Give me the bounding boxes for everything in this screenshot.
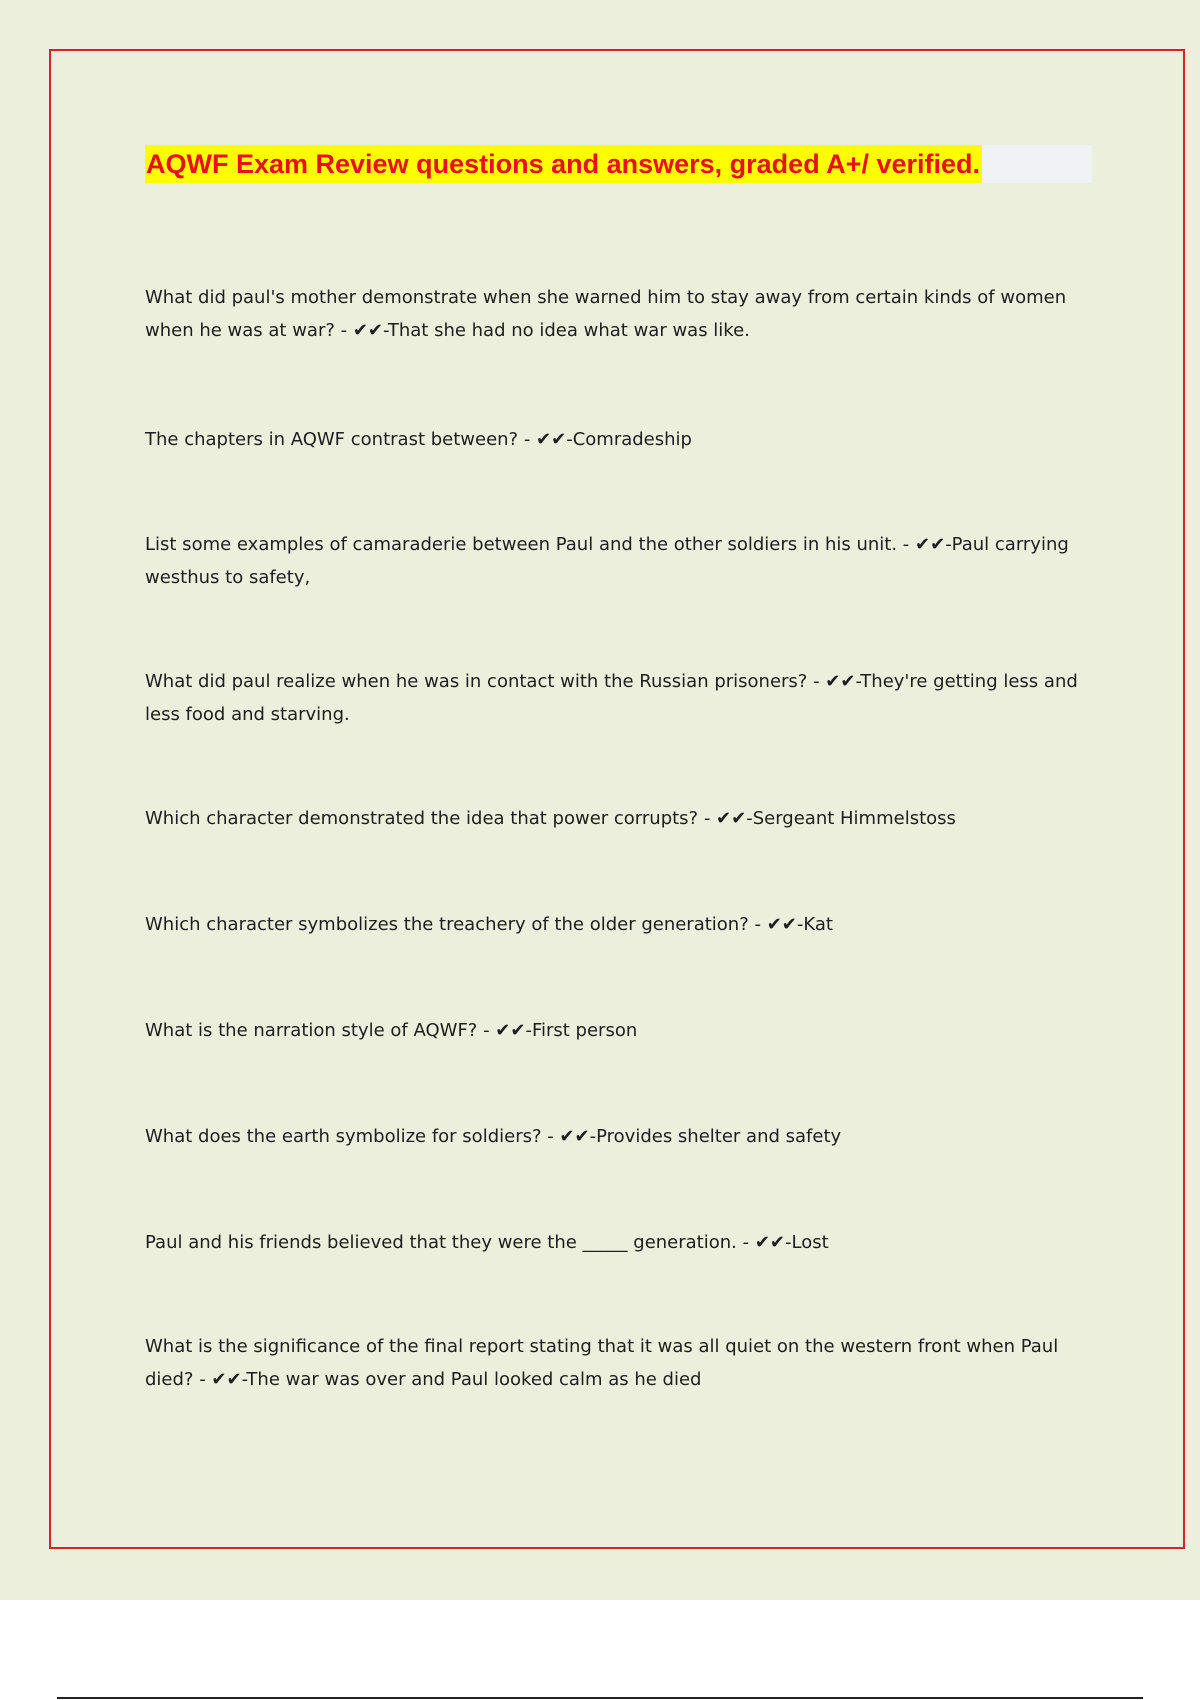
qa-item: What did paul realize when he was in contact with the Russian prisoners? - ✔✔-They're getting less and less food and starving. <box>145 671 1078 725</box>
qa-item: List some examples of camaraderie between Paul and the other soldiers in his unit. - ✔✔-Paul carrying westhus to safety, <box>145 534 1069 588</box>
footer-rule <box>57 1697 1143 1699</box>
qa-item: What is the narration style of AQWF? - ✔✔-First person <box>145 1020 638 1041</box>
qa-item: What does the earth symbolize for soldiers? - ✔✔-Provides shelter and safety <box>145 1126 842 1147</box>
qa-item: Paul and his friends believed that they were the _____ generation. - ✔✔-Lost <box>145 1232 829 1253</box>
document-title: AQWF Exam Review questions and answers, graded A+/ verified. <box>145 145 982 183</box>
qa-item: What is the significance of the final report stating that it was all quiet on the western front when Paul died? - ✔✔-The war was over and Paul looked calm as he died <box>145 1336 1059 1390</box>
page-border-frame <box>49 49 1185 1549</box>
qa-item: The chapters in AQWF contrast between? - ✔✔-Comradeship <box>145 429 692 450</box>
qa-item: Which character symbolizes the treachery of the older generation? - ✔✔-Kat <box>145 914 833 935</box>
qa-item: What did paul's mother demonstrate when she warned him to stay away from certain kinds of women when he was at war? - ✔✔-That she had no idea what war was like. <box>145 287 1067 341</box>
qa-item: Which character demonstrated the idea that power corrupts? - ✔✔-Sergeant Himmelstoss <box>145 808 956 829</box>
